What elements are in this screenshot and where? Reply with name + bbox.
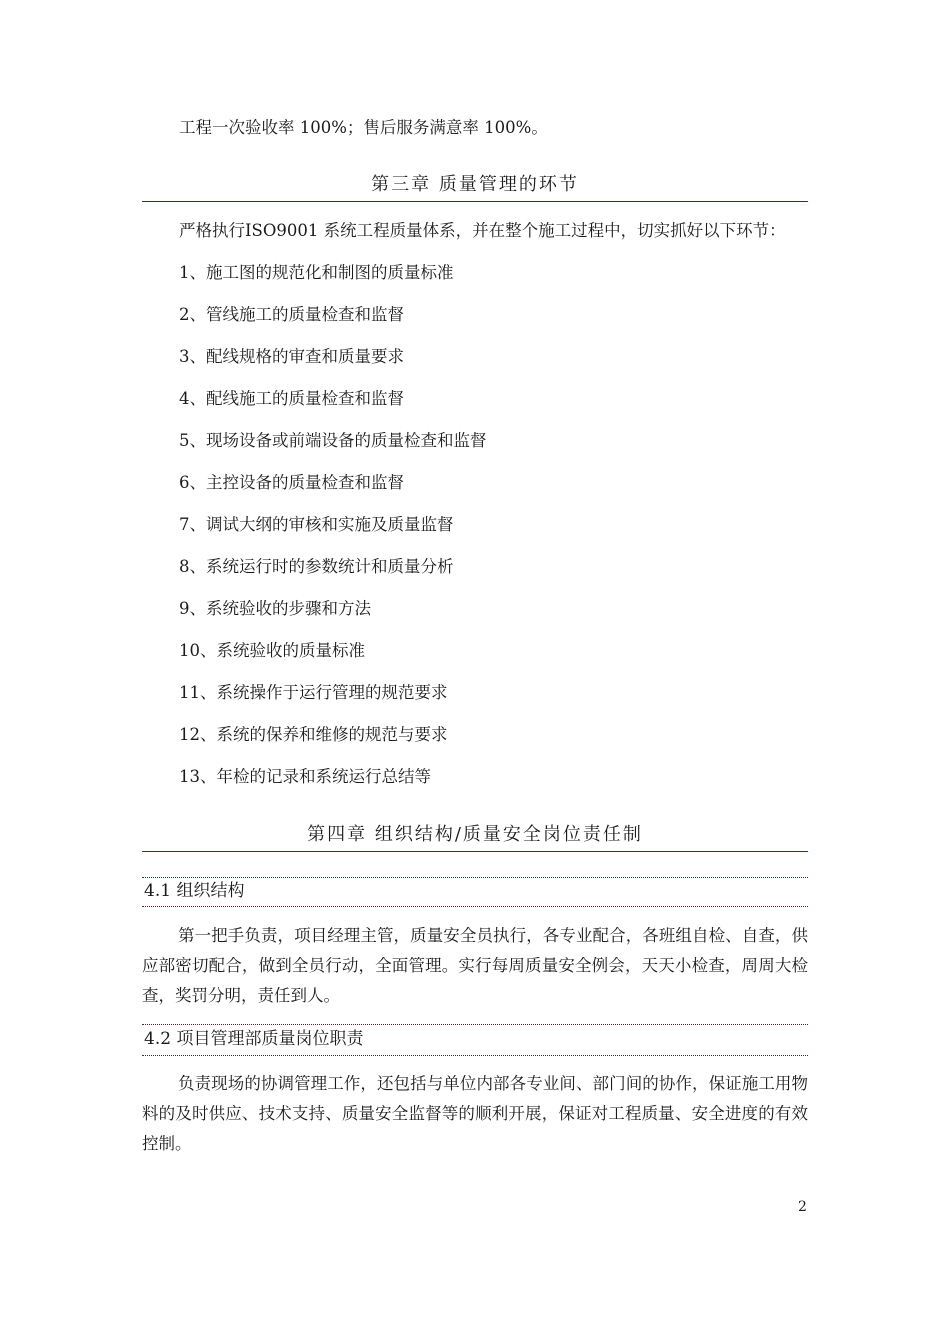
section-4-1-title: 4.1 组织结构 [144,881,245,901]
list-item: 5、现场设备或前端设备的质量检查和监督 [179,431,487,450]
chapter4-rule [142,851,808,852]
list-item: 2、管线施工的质量检查和监督 [179,305,404,324]
top-line: 工程一次验收率 100%；售后服务满意率 100%。 [179,118,548,137]
list-item: 10、系统验收的质量标准 [179,641,365,660]
list-item: 6、主控设备的质量检查和监督 [179,473,404,492]
chapter3-rule [142,201,808,202]
list-item: 3、配线规格的审查和质量要求 [179,347,404,366]
list-item: 7、调试大纲的审核和实施及质量监督 [179,515,454,534]
section-4-2-title: 4.2 项目管理部质量岗位职责 [144,1029,364,1049]
section-4-2-body: 负责现场的协调管理工作，还包括与单位内部各专业间、部门间的协作，保证施工用物料的及时供应、技术支持、质量安全监督等的顺利开展，保证对工程质量、安全进度的有效控制。 [142,1074,808,1153]
chapter4-title: 第四章 组织结构/质量安全岗位责任制 [307,824,643,845]
section-4-2-header [142,1024,808,1056]
chapter3-intro: 严格执行ISO9001 系统工程质量体系，并在整个施工过程中，切实抓好以下环节： [179,221,786,240]
list-item: 4、配线施工的质量检查和监督 [179,389,404,408]
list-item: 13、年检的记录和系统运行总结等 [179,767,431,786]
list-item: 1、施工图的规范化和制图的质量标准 [179,263,454,282]
section-4-1-header [142,877,808,907]
list-item: 8、系统运行时的参数统计和质量分析 [179,557,454,576]
list-item: 11、系统操作于运行管理的规范要求 [179,683,448,702]
list-item: 9、系统验收的步骤和方法 [179,599,371,618]
section-4-1-body: 第一把手负责，项目经理主管，质量安全员执行，各专业配合，各班组自检、自查，供应部密切配合，做到全员行动，全面管理。实行每周质量安全例会，天天小检查，周周大检查，奖罚分明，责任到人。 [142,926,808,1005]
chapter3-title: 第三章 质量管理的环节 [371,174,579,195]
page-number: 2 [798,1199,807,1215]
list-item: 12、系统的保养和维修的规范与要求 [179,725,448,744]
